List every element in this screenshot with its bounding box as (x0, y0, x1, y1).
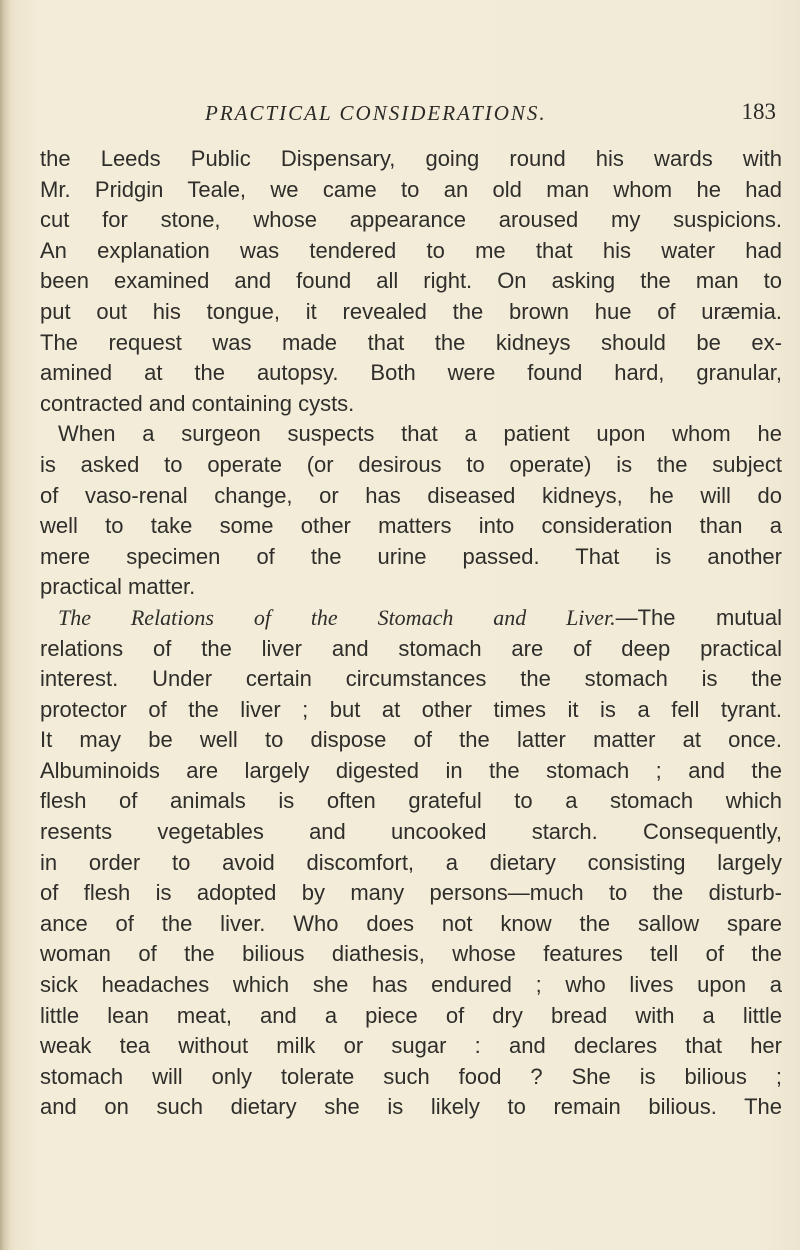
text-run: —The mutual (615, 604, 783, 630)
text-line: is asked to operate (or desirous to operate) is the subject (40, 451, 782, 477)
binding-gutter (0, 0, 10, 1250)
text-line: practical matter. (40, 574, 196, 600)
text-line: amined at the autopsy. Both were found hard, granular, (40, 360, 782, 386)
text-line: relations of the liver and stomach are of deep practical (40, 635, 782, 661)
running-head: PRACTICAL CONSIDERATIONS. (205, 101, 547, 125)
text-line: ance of the liver. Who does not know the sallow spare (40, 910, 782, 936)
text-line: well to take some other matters into consideration than a (40, 513, 782, 539)
text-line: in order to avoid discomfort, a dietary consisting largely (40, 849, 782, 875)
text-line: resents vegetables and uncooked starch. Consequently, (40, 819, 782, 845)
text-line: mere specimen of the urine passed. That is another (40, 543, 782, 569)
text-line: It may be well to dispose of the latter matter at once. (40, 727, 782, 753)
text-line: of vaso-renal change, or has diseased kidneys, he will do (40, 482, 782, 508)
page-header (205, 95, 780, 135)
text-line: protector of the liver ; but at other times it is a fell tyrant. (40, 696, 782, 722)
text-line: and on such dietary she is likely to remain bilious. The (40, 1094, 782, 1120)
text-line: cut for stone, whose appearance aroused my suspicions. (40, 207, 782, 233)
text-line: put out his tongue, it revealed the brown hue of uræmia. (40, 298, 782, 324)
text-line: woman of the bilious diathesis, whose features tell of the (40, 941, 782, 967)
text-line: Albuminoids are largely digested in the stomach ; and the (40, 757, 782, 783)
text-line: The request was made that the kidneys should be ex- (40, 329, 782, 355)
text-line: Mr. Pridgin Teale, we came to an old man whom he had (40, 176, 782, 202)
page-number: 183 (741, 99, 776, 124)
section-heading-line (40, 603, 782, 634)
body-text (40, 144, 782, 1123)
text-line: little lean meat, and a piece of dry bread with a little (40, 1002, 782, 1028)
text-line: stomach will only tolerate such food ? She is bilious ; (40, 1063, 782, 1089)
text-line: weak tea without milk or sugar : and declares that her (40, 1033, 782, 1059)
text-line: When a surgeon suspects that a patient upon whom he (58, 421, 782, 447)
text-line: sick headaches which she has endured ; who lives upon a (40, 972, 782, 998)
text-line: of flesh is adopted by many persons—much to the disturb- (40, 880, 782, 906)
text-line: the Leeds Public Dispensary, going round his wards with (40, 146, 782, 171)
text-line: interest. Under certain circumstances the stomach is the (40, 666, 782, 692)
text-line: contracted and containing cysts. (40, 390, 355, 416)
text-line: An explanation was tendered to me that his water had (40, 237, 782, 263)
text-line: flesh of animals is often grateful to a stomach which (40, 788, 782, 814)
text-line: been examined and found all right. On asking the man to (40, 268, 782, 294)
section-heading: The Relations of the Stomach and Liver. (58, 604, 616, 630)
